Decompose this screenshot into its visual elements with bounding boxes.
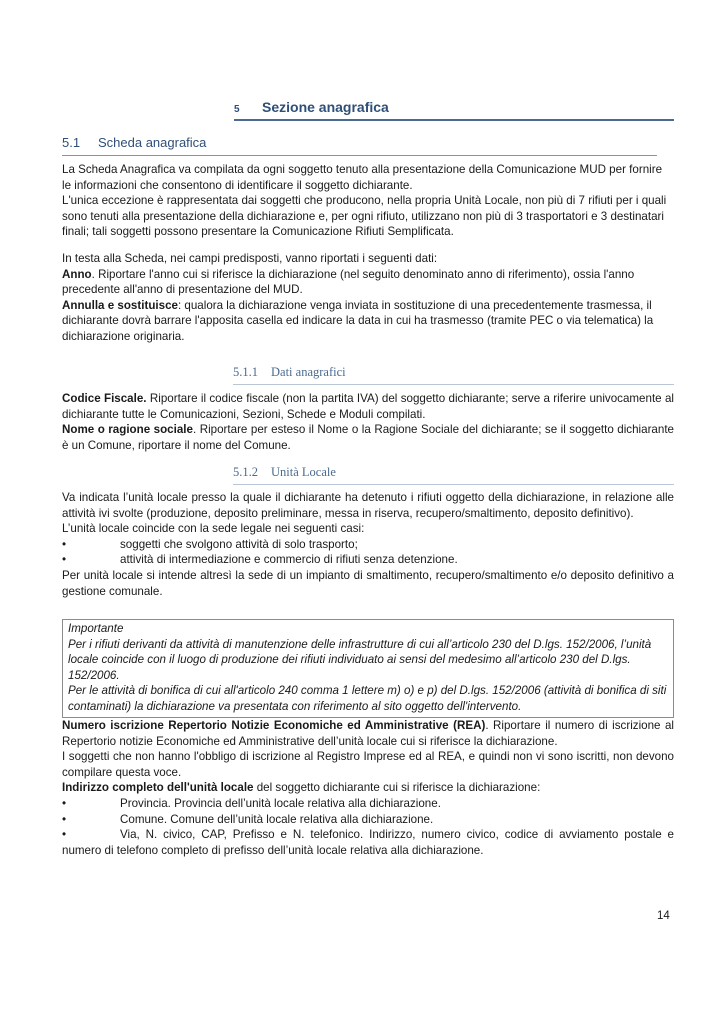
impianto-paragraph: Per unità locale si intende altresì la sede di un impianto di smaltimento, recupero/smaltimento e/o deposito definitivo a gestione comunale. — [62, 568, 674, 598]
page-number: 14 — [657, 910, 670, 922]
annulla-label: Annulla e sostituisce — [62, 298, 178, 312]
anno-field-description: Anno. Riportare l'anno cui si riferisce la dichiarazione (nel seguito denominato anno di riferimento), ossia l'anno precedente all'anno di presentazione del MUD. — [62, 267, 635, 297]
rea-exemption: I soggetti che non hanno l'obbligo di iscrizione al Registro Imprese ed al REA, e quindi non vi sono iscritti, non devono compilare questa voce. — [62, 750, 674, 779]
note-title: Importante — [68, 622, 124, 635]
anno-label: Anno — [62, 267, 92, 281]
dati-anagrafici-block — [62, 391, 674, 453]
annulla-field-description: Annulla e sostituisce: qualora la dichiarazione venga inviata in sostituzione di una precedentemente trasmessa, il dichiarante dovrà barrare l'apposita casella ed indicare la data in cui ha trasmesso (tramite PEC o via telematica) la dichiarazione originaria. — [62, 298, 654, 343]
bullet-icon: • — [62, 796, 67, 810]
unita-locale-number: 5.1.2 — [233, 465, 258, 479]
indirizzo-description: Indirizzo completo dell'unità locale del soggetto dichiarante cui si riferisce la dichiarazione: — [62, 781, 541, 795]
rea-indirizzo-block — [62, 718, 674, 858]
list-item: • Provincia. Provincia dell’unità locale relativa alla dichiarazione. — [62, 796, 441, 810]
section-title: Sezione anagrafica — [262, 99, 389, 115]
list-item: • Via, N. civico, CAP, Prefisso e N. telefonico. Indirizzo, numero civico, codice di avviamento postale e numero di telefono completo di prefisso dell’unità locale relativa alla dichiarazione. — [62, 828, 674, 857]
bullet-icon: • — [62, 537, 67, 551]
intro-paragraph: La Scheda Anagrafica va compilata da ogni soggetto tenuto alla presentazione della Comunicazione MUD per fornire le informazioni che consentono di identificare il soggetto dichiarante. — [62, 163, 663, 192]
sede-legale-lead: L’unità locale coincide con la sede legale nei seguenti casi: — [62, 522, 365, 536]
list-item: • Comune. Comune dell’unità locale relativa alla dichiarazione. — [62, 812, 434, 826]
bullet-icon: • — [62, 553, 67, 567]
note-manutenzione: Per i rifiuti derivanti da attività di manutenzione delle infrastrutture di cui all’articolo 230 del D.lgs. 152/2006, l’unità locale coincide con il luogo di produzione dei rifiuti individuato ai sensi del medesimo all’articolo 230 del D.lgs. 152/2006. — [68, 637, 652, 682]
unita-locale-heading — [233, 465, 674, 485]
intro-exception-paragraph: L'unica eccezione è rappresentata dai soggetti che producono, nella propria Unità Locale, non più di 7 rifiuti per i quali sono tenuti alla presentazione della dichiarazione e, per ogni rifiuto, utilizzano non più di 3 trasportatori e 3 destinatari finali; tali soggetti possono presentare la Comunicazione Rifiuti Semplificata. — [62, 194, 667, 239]
note-bonifica: Per le attività di bonifica di cui all'articolo 240 comma 1 lettere m) o) e p) del D.lgs. 152/2006 (attività di bonifica di siti contaminati) la dichiarazione va presentata con riferimento al sito oggetto dell'intervento. — [68, 684, 667, 713]
important-note-box — [62, 619, 674, 718]
section-number: 5 — [234, 104, 240, 115]
bullet-icon: • — [62, 812, 67, 826]
bullet-icon: • — [62, 828, 67, 842]
section-heading — [234, 99, 674, 121]
unita-locale-paragraph: Va indicata l’unità locale presso la quale il dichiarante ha detenuto i rifiuti oggetto della dichiarazione, in relazione alle attività ivi svolte (produzione, deposito preliminare, messa in riserva, recupero/smaltimento, deposito definitivo). — [62, 491, 674, 520]
list-item: • soggetti che svolgono attività di solo trasporto; — [62, 537, 358, 551]
ragione-sociale-description: Nome o ragione sociale. Riportare per esteso il Nome o la Ragione Sociale del dichiarante; se il soggetto dichiarante è un Comune, riportare il nome del Comune. — [62, 423, 674, 452]
dati-anagrafici-heading — [233, 365, 674, 385]
ragione-sociale-label: Nome o ragione sociale — [62, 423, 193, 437]
dati-anagrafici-title: Dati anagrafici — [271, 365, 346, 379]
list-item: • attività di intermediazione e commercio di rifiuti senza detenzione. — [62, 553, 458, 567]
codice-fiscale-label: Codice Fiscale. — [62, 392, 147, 405]
header-fields-lead: In testa alla Scheda, nei campi predisposti, vanno riportati i seguenti dati: — [62, 252, 438, 265]
header-fields-block — [62, 251, 674, 345]
intro-block — [62, 162, 674, 240]
subsection-heading — [62, 135, 657, 156]
rea-description: Numero iscrizione Repertorio Notizie Economiche ed Amministrative (REA). Riportare il numero di iscrizione al Repertorio notizie Economiche ed Amministrative dell’unità locale cui si riferisce la dichiarazione. — [62, 719, 674, 748]
unita-locale-block — [62, 490, 674, 599]
codice-fiscale-description: Codice Fiscale. Riportare il codice fiscale (non la partita IVA) del soggetto dichiarante; serve a riferire univocamente al dichiarante tutte le Comunicazioni, Sezioni, Schede e Moduli compilati. — [62, 392, 674, 421]
rea-label: Numero iscrizione Repertorio Notizie Economiche ed Amministrative (REA) — [62, 719, 486, 732]
dati-anagrafici-number: 5.1.1 — [233, 365, 258, 379]
indirizzo-label: Indirizzo completo dell'unità locale — [62, 781, 254, 795]
subsection-title: Scheda anagrafica — [98, 135, 207, 150]
unita-locale-title: Unità Locale — [271, 465, 336, 479]
subsection-number: 5.1 — [62, 135, 81, 150]
